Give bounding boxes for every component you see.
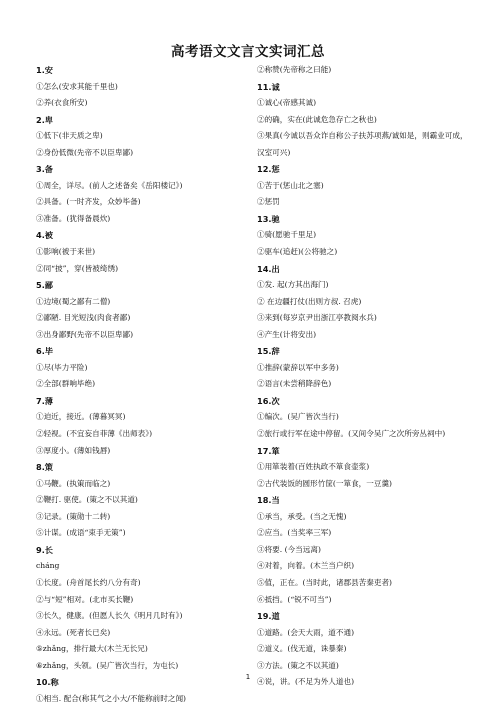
page-number: 1 [245, 673, 251, 681]
definition-line: ⑤计谋。(成语“束手无策”) [36, 528, 126, 538]
definition-line: ③将要. (今当远离) [257, 544, 321, 554]
entry-heading: 9.长 [36, 544, 53, 555]
definition-line: ②养(衣食所安) [36, 98, 88, 108]
definition-line: ①承当，承受。(当之无愧) [257, 511, 347, 521]
definition-line: chánɡ [36, 561, 60, 571]
definition-line: ③记录。(策勋十二转) [36, 511, 111, 521]
definition-line: ②驱车(追赶)(公将驰之) [257, 247, 338, 257]
definition-line: ②语言(未尝稍降辞色) [257, 379, 332, 389]
definition-line: ③厚度小。(薄如钱唇) [36, 445, 111, 455]
definition-line: ②的确，实在(此诚危急存亡之秋也) [257, 114, 377, 124]
entry-heading: 16.次 [257, 395, 280, 406]
definition-line: ①长度。(舟首尾长约八分有奇) [36, 577, 141, 587]
entry-heading: 17.箪 [257, 445, 280, 456]
entry-heading: 6.毕 [36, 346, 53, 357]
entry-heading: 11.诚 [257, 81, 280, 92]
definition-line: ⑥抵挡。(“锐不可当”) [257, 594, 332, 604]
definition-line: ④永远。(死者长已矣) [36, 627, 111, 637]
definition-line: ①编次。(吴广皆次当行) [257, 412, 339, 422]
definition-line: ①发. 起(方其出海门) [257, 280, 329, 290]
definition-line: ②身份低微(先帝不以臣卑鄙) [36, 147, 134, 157]
definition-line: ①尽(毕力平险) [36, 362, 88, 372]
definition-line: ②轻视。(不宜妄自菲薄《出师表》) [36, 429, 153, 439]
definition-line: ①道路。(会天大雨，道不通) [257, 627, 355, 637]
entry-heading: 18.当 [257, 495, 280, 506]
definition-line: ①马鞭。(执策而临之) [36, 478, 111, 488]
definition-line: ①推辞(蒙辞以军中多务) [257, 362, 339, 372]
definition-line: ①诚心(帝感其诚) [257, 98, 317, 108]
entry-heading: 5.鄙 [36, 280, 53, 291]
definition-line: ②称赞(先帝称之曰能) [257, 65, 332, 74]
entry-heading: 7.薄 [36, 395, 53, 406]
entry-heading: 2.卑 [36, 114, 53, 125]
entry-heading: 10.称 [36, 677, 59, 688]
definition-line: ②古代装饭的圆形竹筐(一箪食，一豆羹) [257, 478, 393, 488]
entry-heading: 1.安 [36, 65, 53, 75]
definition-line: ②鞭打. 驱使。(策之不以其道) [36, 495, 138, 505]
definition-line: ③准备。(犹得备晨炊) [36, 213, 111, 223]
definition-line: ④说，讲。(不足为外人道也) [257, 677, 355, 687]
definition-line: ②同“披”，穿(皆被绮绣) [36, 263, 119, 273]
entry-heading: 4.被 [36, 230, 53, 241]
entry-heading: 8.策 [36, 462, 53, 473]
definition-line: ①相当. 配合(称其气之小大/不能称前时之闻) [36, 693, 186, 703]
definition-line: ③长久，健康。(但愿人长久《明月几时有》) [36, 611, 183, 621]
left-column [36, 62, 254, 707]
entry-heading: 3.备 [36, 164, 53, 175]
definition-line: ①苦于(惩山北之塞) [257, 180, 324, 190]
definition-line: ②应当。(当奖率三军) [257, 528, 332, 538]
entry-heading: 14.出 [257, 263, 280, 274]
definition-line: ②全部(群响毕绝) [36, 379, 96, 389]
definition-line: ②旅行或行军在途中停留。(又间令吴广之次所旁丛祠中) [257, 429, 446, 439]
definition-line: ①低下(非天质之卑) [36, 131, 103, 141]
definition-line: ⑤zhǎnɡ，排行最大(木兰无长兄) [36, 644, 148, 654]
definition-line: ③来到(每岁京尹出浙江亭教阅水兵) [257, 313, 377, 323]
definition-line: ①迫近，接近。(薄暮冥冥) [36, 412, 126, 422]
definition-line: ②与“短”相对。(北市买长鞭) [36, 594, 134, 604]
entry-heading: 13.驰 [257, 213, 280, 224]
page-title: 高考语文文言文实词汇总 [171, 44, 325, 60]
entry-heading: 12.惩 [257, 164, 280, 175]
definition-line: ⑥zhǎnɡ，头领。(吴广皆次当行，为屯长) [36, 660, 179, 670]
definition-line: ②道义。(伐无道，诛暴秦) [257, 644, 347, 654]
definition-line: ①怎么(安求其能千里也) [36, 81, 118, 91]
definition-line: ①影响(被于来世) [36, 247, 96, 257]
definition-line: ③果真(今诚以吾众诈自称公子扶苏项燕/诚如是，则霸业可成，汉室可兴) [257, 131, 468, 157]
definition-line: ②具备。(一时齐发，众妙毕备) [36, 197, 141, 207]
definition-line: ④对着，向着。(木兰当户织) [257, 561, 355, 571]
definition-line: ②惩罚 [257, 197, 280, 207]
right-column [257, 62, 475, 691]
definition-line: ③方法。(策之不以其道) [257, 660, 339, 670]
entry-heading: 19.道 [257, 611, 280, 622]
definition-line: ②鄙陋. 目光短浅(肉食者鄙) [36, 313, 131, 323]
definition-line: ⑤值，正在。(当时此，诸郡县苦秦吏者) [257, 577, 393, 587]
definition-line: ③出身鄙野(先帝不以臣卑鄙) [36, 329, 134, 339]
definition-line: ①骑(愿驰千里足) [257, 230, 317, 240]
definition-line: ①边境(蜀之鄙有二僧) [36, 296, 111, 306]
definition-line: ② 在边疆打仗(出则方叔. 召虎) [257, 296, 362, 306]
definition-line: ①周全，详尽。(前人之述备矣《岳阳楼记》) [36, 180, 183, 190]
entry-heading: 15.辞 [257, 346, 280, 357]
definition-line: ④产生(计将安出) [257, 329, 317, 339]
definition-line: ①用箪装着(百姓执政不箪食壶浆) [257, 462, 370, 472]
